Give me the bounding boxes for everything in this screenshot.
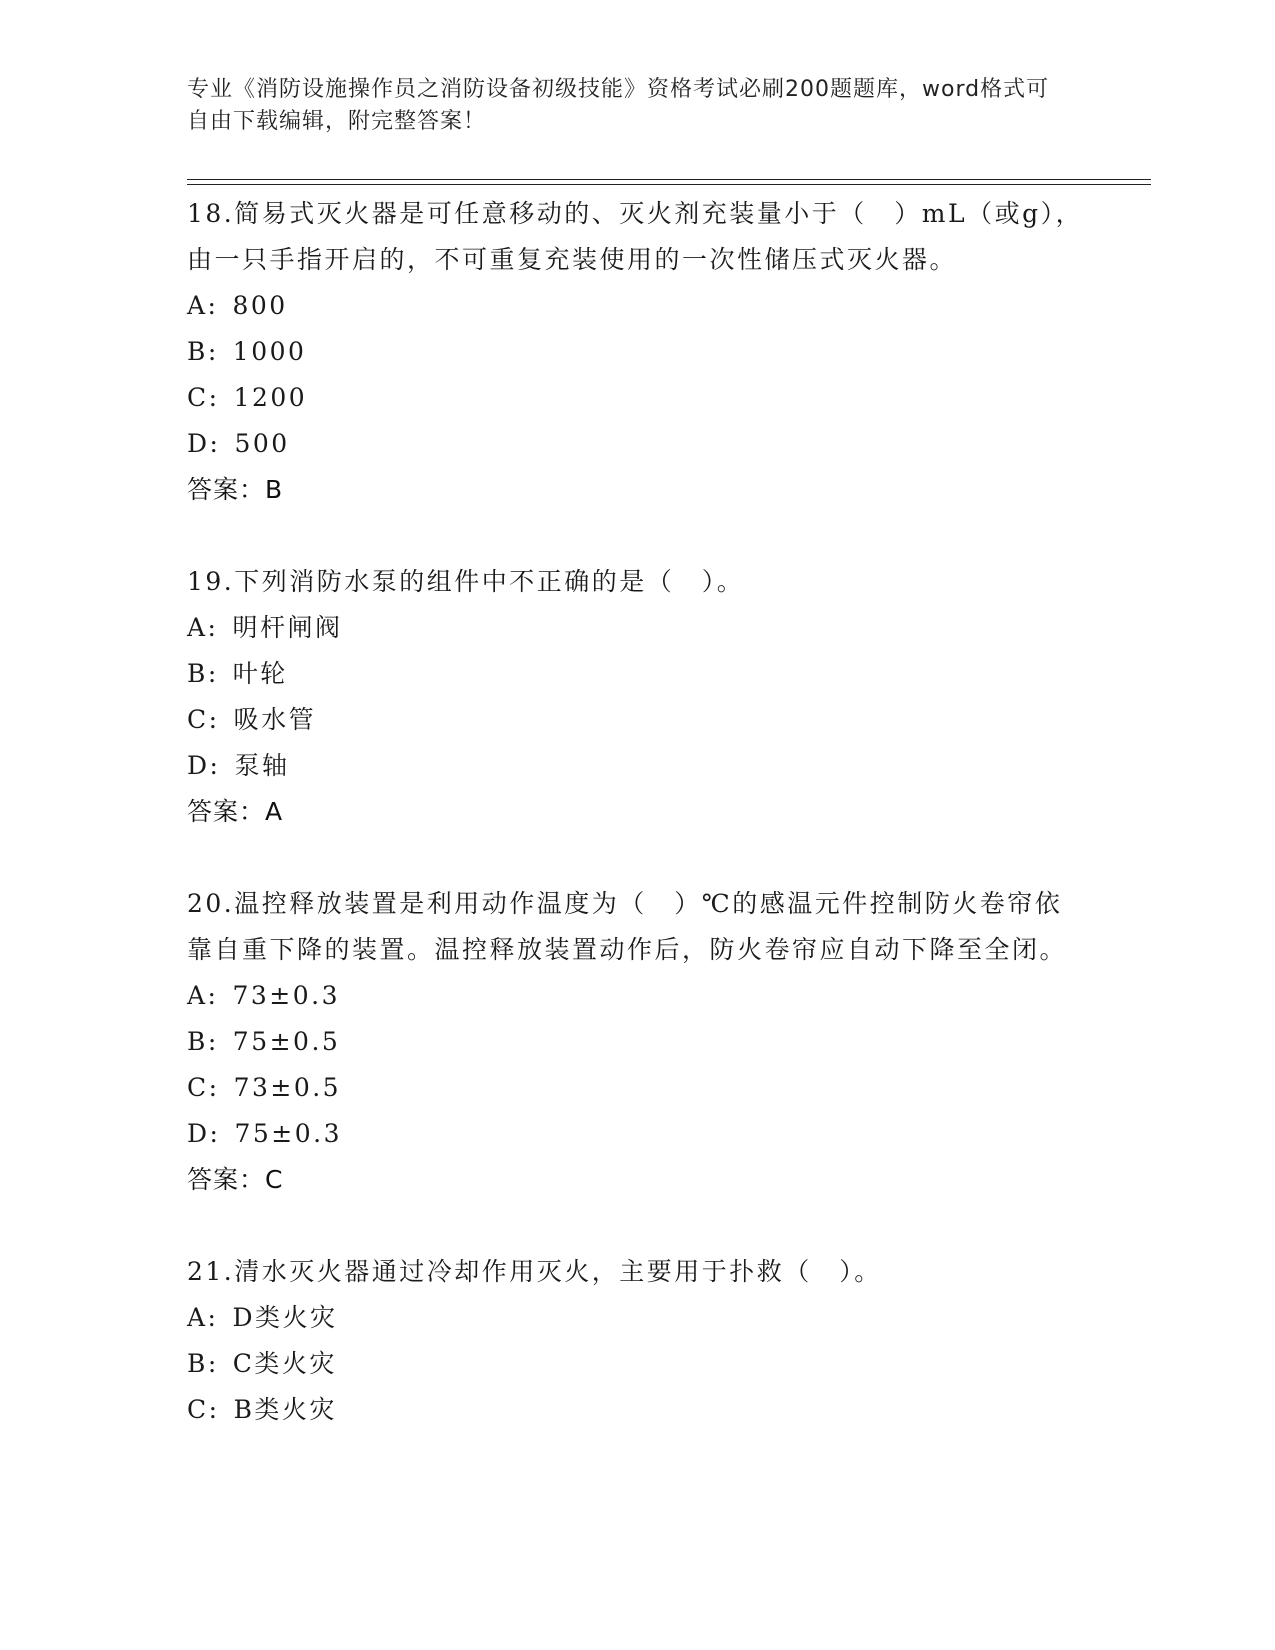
option-text: 75±0.3 [234,1119,342,1148]
option-letter: B: [187,1349,219,1378]
answer-value: B [265,475,284,504]
answer-line [187,1157,1087,1203]
option-letter: A: [187,981,219,1010]
option-text: 1000 [232,337,307,366]
answer-option [187,421,1087,467]
answer-option [187,973,1087,1019]
option-letter: B: [187,337,219,366]
answer-line [187,467,1087,513]
question-block [187,559,1087,835]
option-letter: B: [187,659,219,688]
answer-option [187,1111,1087,1157]
question-block [187,1249,1087,1433]
option-letter: C: [187,383,220,412]
question-stem: 21.清水灭火器通过冷却作用灭火，主要用于扑救（ ）。 [187,1257,882,1286]
question-list [187,191,1087,1479]
answer-option [187,283,1087,329]
option-text: 吸水管 [233,705,317,734]
document-header: 专业《消防设施操作员之消防设备初级技能》资格考试必刷200题题库，word格式可自由下载编辑，附完整答案！ [187,77,1050,134]
question-block [187,191,1087,513]
option-letter: A: [187,613,219,642]
answer-option [187,1341,1087,1387]
answer-option [187,1295,1087,1341]
question-stem: 20.温控释放装置是利用动作温度为（ ）℃的感温元件控制防火卷帘依靠自重下降的装置。温控释放装置动作后，防火卷帘应自动下降至全闭。 [187,889,1068,964]
answer-option [187,697,1087,743]
option-text: C类火灾 [232,1349,337,1378]
option-letter: D: [187,1119,221,1148]
answer-value: A [265,797,284,826]
option-text: 1200 [233,383,308,412]
option-text: 73±0.3 [232,981,341,1010]
option-letter: D: [187,429,221,458]
option-text: 800 [232,291,288,320]
answer-option [187,375,1087,421]
option-letter: C: [187,705,220,734]
answer-option [187,743,1087,789]
option-text: B类火灾 [233,1395,337,1424]
option-letter: A: [187,291,219,320]
option-letter: C: [187,1073,220,1102]
option-letter: C: [187,1395,220,1424]
option-text: 73±0.5 [233,1073,342,1102]
option-letter: B: [187,1027,219,1056]
option-letter: D: [187,751,221,780]
answer-label: 答案： [187,475,266,504]
question-stem: 19.下列消防水泵的组件中不正确的是（ ）。 [187,567,745,596]
answer-label: 答案： [187,1165,266,1194]
option-text: 叶轮 [232,659,288,688]
option-text: 75±0.5 [232,1027,341,1056]
answer-line [187,789,1087,835]
answer-option [187,329,1087,375]
question-stem: 18.简易式灭火器是可任意移动的、灭火剂充装量小于（ ）mL（或g），由一只手指开启的，不可重复充装使用的一次性储压式灭火器。 [187,199,1084,274]
option-text: D类火灾 [232,1303,338,1332]
option-text: 明杆闸阀 [232,613,343,642]
answer-label: 答案： [187,797,266,826]
answer-option [187,1019,1087,1065]
answer-value: C [265,1165,284,1194]
option-text: 500 [234,429,290,458]
header-divider-bottom [187,184,1151,185]
option-text: 泵轴 [234,751,290,780]
answer-option [187,1065,1087,1111]
answer-option [187,651,1087,697]
answer-option [187,1387,1087,1433]
header-divider-top [187,179,1151,180]
option-letter: A: [187,1303,219,1332]
answer-option [187,605,1087,651]
question-block [187,881,1087,1203]
